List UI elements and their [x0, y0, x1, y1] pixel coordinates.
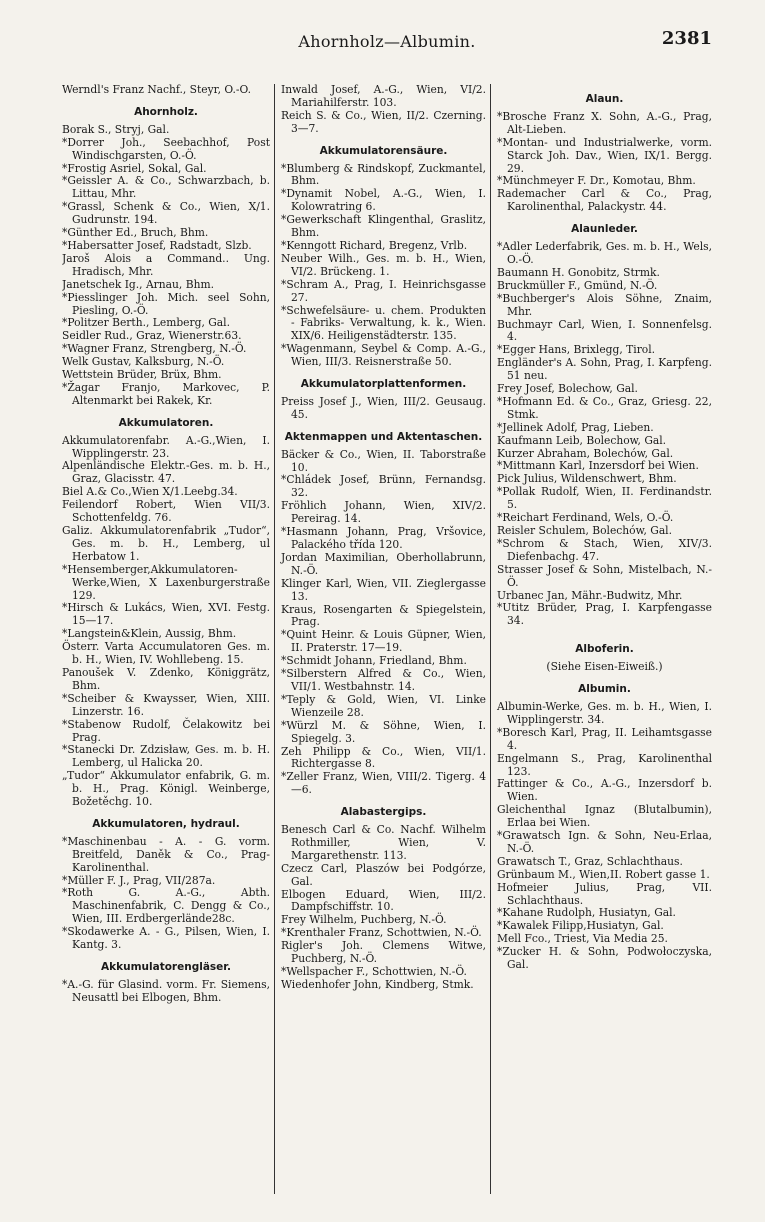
directory-entry: *Brosche Franz X. Sohn, A.-G., Prag, Alt-Lieben. [497, 109, 712, 136]
directory-entry: Klinger Karl, Wien, VII. Zieglergasse 13. [281, 576, 486, 603]
column-right [490, 84, 712, 1194]
directory-entry: Frey Josef, Bolechow, Gal. [497, 382, 638, 396]
directory-entry: *Müller F. J., Prag, VII/287a. [62, 873, 216, 887]
directory-entry: *Utitz Brüder, Prag, I. Karpfengasse 34. [497, 601, 712, 628]
directory-entry: *A.-G. für Glasind. vorm. Fr. Siemens, Neusattl bei Elbogen, Bhm. [62, 977, 270, 1004]
directory-entry: Grawatsch T., Graz, Schlachthaus. [497, 854, 683, 868]
section-heading: Alabastergips. [340, 806, 427, 819]
directory-entry: Engelmann S., Prag, Karolinenthal 123. [497, 751, 712, 778]
directory-entry: *Skodawerke A. - G., Pilsen, Wien, I. Kantg. 3. [62, 925, 270, 952]
directory-entry: *Grassl, Schenk & Co., Wien, X/1. Gudrunstr. 194. [62, 200, 270, 227]
directory-entry: Fröhlich Johann, Wien, XIV/2. Pereirag. 14. [281, 499, 486, 526]
directory-entry: *Geissler A. & Co., Schwarzbach, b. Littau, Mhr. [62, 174, 270, 201]
directory-entry: Akkumulatorenfabr. A.-G.,Wien, I. Wipplingerstr. 23. [62, 433, 270, 460]
directory-entry: Kurzer Abraham, Bolechów, Gal. [497, 446, 674, 460]
section-heading: Akkumulatoren, hydraul. [92, 817, 240, 830]
directory-entry: *Schrom & Stach, Wien, XIV/3. Diefenbachg. 47. [497, 536, 712, 563]
directory-entry: Feilendorf Robert, Wien VII/3. Schottenfeldg. 76. [62, 498, 270, 525]
directory-entry: *Schram A., Prag, I. Heinrichsgasse 27. [281, 277, 486, 304]
section-heading: Akkumulatorplattenformen. [300, 378, 467, 391]
directory-entry: Welk Gustav, Kalksburg, N.-Ö. [62, 355, 225, 369]
directory-entry: Kaufmann Leib, Bolechow, Gal. [497, 433, 667, 447]
page-title: Ahornholz—Albumin. [298, 32, 476, 51]
directory-entry: *Hofmann Ed. & Co., Graz, Griesg. 22, Stmk. [497, 394, 712, 421]
directory-entry: Kraus, Rosengarten & Spiegelstein, Prag. [281, 602, 486, 629]
directory-entry: *Egger Hans, Brixlegg, Tirol. [497, 343, 656, 357]
directory-entry: Frey Wilhelm, Puchberg, N.-Ö. [281, 913, 447, 927]
directory-entry: *Scheiber & Kwaysser, Wien, XIII. Linzerstr. 16. [62, 691, 270, 718]
directory-entry: *Kahane Rudolph, Husiatyn, Gal. [497, 906, 676, 920]
directory-entry: *Boresch Karl, Prag, II. Leihamtsgasse 4. [497, 725, 712, 752]
section-heading: Alaun. [585, 93, 624, 105]
directory-entry: Zeh Philipp & Co., Wien, VII/1. Richtergasse 8. [281, 744, 486, 771]
directory-entry: *Stanecki Dr. Zdzisław, Ges. m. b. H. Lemberg, ul Halicka 20. [62, 743, 270, 770]
directory-entry: Alpenländische Elektr.-Ges. m. b. H., Graz, Glacisstr. 47. [62, 459, 270, 486]
directory-entry: *Reichart Ferdinand, Wels, O.-Ö. [497, 511, 674, 525]
directory-entry: Strasser Josef & Sohn, Mistelbach, N.-Ö. [497, 562, 712, 589]
directory-entry: *Adler Lederfabrik, Ges. m. b. H., Wels, O.-Ö. [497, 240, 712, 266]
directory-entry: Elbogen Eduard, Wien, III/2. Dampfschiffstr. 10. [281, 887, 486, 914]
directory-entry: Janetschek Ig., Arnau, Bhm. [62, 277, 214, 291]
directory-entry: *Frostig Asriel, Sokal, Gal. [62, 161, 207, 175]
directory-entry: *Dynamit Nobel, A.-G., Wien, I. Kolowratring 6. [281, 187, 486, 214]
directory-entry: *Stabenow Rudolf, Čelakowitz bei Prag. [62, 717, 270, 744]
directory-entry: *Piesslinger Joh. Mich. seel Sohn, Piesling, O.-Ö. [62, 290, 270, 317]
directory-entry: Seidler Rud., Graz, Wienerstr.63. [62, 329, 242, 343]
directory-entry: Engländer's A. Sohn, Prag, I. Karpfeng. 51 neu. [497, 356, 712, 383]
directory-entry: Reisler Schulem, Bolechów, Gal. [497, 524, 673, 537]
directory-entry: *Krenthaler Franz, Schottwien, N.-Ö. [281, 926, 482, 940]
cross-reference: (Siehe Eisen-Eiweiß.) [546, 660, 663, 674]
directory-entry: *Politzer Berth., Lemberg, Gal. [62, 316, 230, 330]
directory-entry: *Wagner Franz, Strengberg, N.-Ö. [62, 342, 247, 356]
directory-entry: Reich S. & Co., Wien, II/2. Czerning. 3—7. [281, 108, 486, 135]
directory-entry: Grünbaum M., Wien,II. Robert gasse 1. [497, 867, 710, 881]
directory-entry: *Roth G. A.-G., Abth. Maschinenfabrik, C. Dengg & Co., Wien, III. Erdbergerlände28c. [62, 886, 270, 926]
section-heading: Aktenmappen und Aktentaschen. [284, 430, 483, 443]
directory-entry: Wettstein Brüder, Brüx, Bhm. [62, 368, 222, 382]
directory-entry: *Günther Ed., Bruch, Bhm. [62, 226, 209, 240]
column-middle [274, 84, 490, 1194]
directory-entry: Czecz Carl, Plaszów bei Podgórze, Gal. [281, 861, 486, 888]
directory-entry: *Gewerkschaft Klingenthal, Graslitz, Bhm. [281, 213, 486, 240]
section-heading: Akkumulatoren. [118, 416, 214, 429]
directory-entry: Baumann H. Gonobitz, Strmk. [497, 265, 660, 279]
directory-entry: *Montan- und Industrialwerke, vorm. Starck Joh. Dav., Wien, IX/1. Bergg. 29. [497, 135, 712, 175]
section-heading: Alaunleder. [571, 223, 638, 236]
directory-entry: *Wellspacher F., Schottwien, N.-Ö. [281, 965, 467, 978]
directory-entry: *Quint Heinr. & Louis Güpner, Wien, II. Praterstr. 17—19. [281, 628, 486, 655]
section-heading: Alboferin. [575, 643, 634, 656]
directory-entry: „Tudor“ Akkumulator enfabrik, G. m. b. H., Prag. Königl. Weinberge, Božetěchg. 10. [62, 769, 270, 809]
directory-entry: Fattinger & Co., A.-G., Inzersdorf b. Wien. [497, 777, 712, 804]
directory-entry: Jaroš Alois a Command.. Ung. Hradisch, Mhr. [62, 251, 270, 278]
section-heading: Akkumulatorengläser. [101, 961, 231, 973]
directory-entry: *Jellinek Adolf, Prag, Lieben. [497, 420, 654, 434]
directory-entry: Hofmeier Julius, Prag, VII. Schlachthaus. [497, 880, 712, 907]
spacer [497, 628, 712, 634]
directory-entry: Werndl's Franz Nachf., Steyr, O.-Ö. [62, 84, 252, 96]
directory-entry: Buchmayr Carl, Wien, I. Sonnenfelsg. 4. [497, 317, 712, 344]
section-heading: Albumin. [578, 683, 631, 696]
directory-entry: *Langstein&Klein, Aussig, Bhm. [62, 627, 237, 641]
directory-entry: Neuber Wilh., Ges. m. b. H., Wien, VI/2. Brückeng. 1. [281, 251, 486, 278]
directory-columns [62, 84, 712, 1194]
directory-entry: Bäcker & Co., Wien, II. Taborstraße 10. [281, 447, 486, 474]
directory-entry: *Hirsch & Lukács, Wien, XVI. Festg. 15—17. [62, 601, 270, 628]
section-heading: Ahornholz. [134, 105, 198, 118]
directory-entry: *Maschinenbau - A. - G. vorm. Breitfeld, Daněk & Co., Prag-Karolinenthal. [62, 834, 270, 874]
page-header [62, 28, 712, 58]
directory-entry: *Kenngott Richard, Bregenz, Vrlb. [281, 238, 468, 252]
directory-entry: *Wagenmann, Seybel & Comp. A.-G., Wien, III/3. Reisnerstraße 50. [281, 342, 486, 369]
directory-entry: Pick Julius, Wildenschwert, Bhm. [497, 472, 677, 486]
page-number: 2381 [661, 28, 712, 49]
directory-entry: Inwald Josef, A.-G., Wien, VI/2. Mariahilferstr. 103. [281, 84, 486, 109]
directory-entry: *Grawatsch Ign. & Sohn, Neu-Erlaa, N.-Ö. [497, 829, 712, 855]
directory-entry: Galiz. Akkumulatorenfabrik „Tudor“, Ges. m. b. H., Lemberg, ul Herbatow 1. [62, 524, 270, 563]
directory-entry: Mell Fco., Triest, Via Media 25. [497, 932, 668, 946]
directory-entry: *Žagar Franjo, Markovec, P. Altenmarkt bei Rakek, Kr. [62, 380, 270, 407]
directory-entry: *Buchberger's Alois Söhne, Znaim, Mhr. [497, 291, 712, 318]
directory-entry: Urbanec Jan, Mähr.-Budwitz, Mhr. [497, 588, 683, 602]
directory-entry: *Chládek Josef, Brünn, Fernandsg. 32. [281, 473, 486, 500]
directory-entry: *Pollak Rudolf, Wien, II. Ferdinandstr. 5. [497, 485, 712, 512]
directory-entry: *Mittmann Karl, Inzersdorf bei Wien. [497, 459, 699, 473]
directory-entry: Jordan Maximilian, Oberhollabrunn, N.-Ö. [281, 550, 486, 577]
directory-entry: *Zeller Franz, Wien, VIII/2. Tigerg. 4—6. [281, 770, 486, 797]
directory-entry: Benesch Carl & Co. Nachf. Wilhelm Rothmiller, Wien, V. Margarethenstr. 113. [281, 823, 486, 862]
directory-entry: *Kawalek Filipp,Husiatyn, Gal. [497, 919, 664, 933]
directory-entry: *Schwefelsäure- u. chem. Produkten - Fabriks- Verwaltung, k. k., Wien. XIX/6. Heiligenstädterstr. 135. [281, 303, 486, 343]
directory-entry: *Hensemberger,Akkumulatoren-Werke,Wien, X Laxenburgerstraße 129. [62, 562, 270, 602]
directory-entry: Preiss Josef J., Wien, III/2. Geusaug. 45. [281, 394, 486, 421]
directory-entry: *Hasmann Johann, Prag, Vršovice, Palackého třída 120. [281, 525, 486, 551]
directory-entry: *Münchmeyer F. Dr., Komotau, Bhm. [497, 174, 696, 188]
directory-entry: *Silberstern Alfred & Co., Wien, VII/1. Westbahnstr. 14. [281, 667, 486, 693]
directory-entry: Wiedenhofer John, Kindberg, Stmk. [281, 977, 474, 991]
directory-entry: Rigler's Joh. Clemens Witwe, Puchberg, N.-Ö. [281, 939, 486, 966]
directory-entry: *Teply & Gold, Wien, VI. Linke Wienzeile 28. [281, 692, 486, 719]
directory-entry: Rademacher Carl & Co., Prag, Karolinenthal, Palackystr. 44. [497, 187, 712, 214]
directory-entry: *Zucker H. & Sohn, Podwołoczyska, Gal. [497, 945, 712, 972]
directory-entry: Österr. Varta Accumulatoren Ges. m. b. H., Wien, IV. Wohllebeng. 15. [62, 640, 270, 667]
section-heading: Akkumulatorensäure. [319, 144, 448, 157]
directory-entry: *Habersatter Josef, Radstadt, Slzb. [62, 238, 252, 252]
column-left [62, 84, 274, 1194]
directory-entry: Gleichenthal Ignaz (Blutalbumin), Erlaa bei Wien. [497, 803, 712, 830]
directory-entry: *Würzl M. & Söhne, Wien, I. Spiegelg. 3. [281, 718, 486, 745]
directory-entry: Albumin-Werke, Ges. m. b. H., Wien, I. Wipplingerstr. 34. [497, 699, 712, 726]
directory-entry: Panoušek V. Zdenko, Königgrätz, Bhm. [62, 665, 270, 692]
directory-entry: *Blumberg & Rindskopf, Zuckmantel, Bhm. [281, 161, 486, 188]
directory-entry: *Dorrer Joh., Seebachhof, Post Windischgarsten, O.-Ö. [62, 135, 270, 162]
directory-entry: Borak S., Stryj, Gal. [62, 122, 170, 136]
directory-entry: *Schmidt Johann, Friedland, Bhm. [281, 654, 467, 668]
directory-entry: Bruckmüller F., Gmünd, N.-Ö. [497, 278, 658, 292]
directory-entry: Biel A.& Co.,Wien X/1.Leebg.34. [62, 485, 238, 499]
